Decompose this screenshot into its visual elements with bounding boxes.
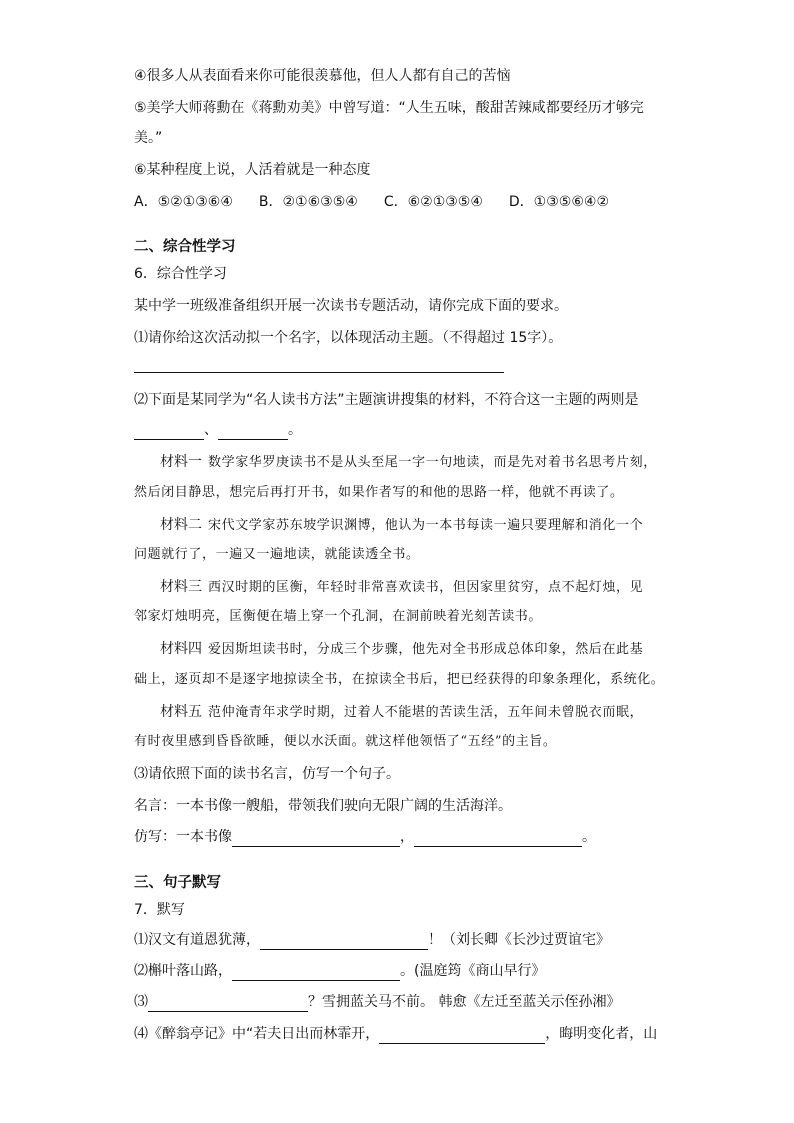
material-4-line1: 材料四 爱因斯坦读书时，分成三个步骤，他先对全书形成总体印象，然后在此基 [160, 641, 644, 657]
imitation-prefix: 仿写：一本书像 [134, 829, 232, 845]
material-1-tag: 材料一 [160, 454, 202, 470]
part-1-prompt: ⑴请你给这次活动拟一个名字，以体现活动主题。（不得超过 15字）。 [134, 330, 563, 346]
material-4-tag: 材料四 [160, 641, 202, 657]
recite-item-2-prefix: ⑵槲叶落山路， [134, 963, 232, 979]
recite-item-3-prefix: ⑶ [134, 994, 148, 1010]
recite-item-4 [134, 1024, 657, 1044]
imitation-end: 。 [582, 829, 596, 845]
recite-item-1-suffix: ！（刘长卿《长沙过贾谊宅》 [428, 932, 610, 948]
recite-item-1 [134, 930, 610, 950]
imitation-separator: ， [400, 829, 414, 845]
material-3-line1: 材料三 西汉时期的匡衡，年轻时非常喜欢读书，但因家里贫穷，点不起灯烛，见 [160, 579, 644, 595]
option-c[interactable]: C．⑥②①③⑤④ [383, 194, 483, 210]
imitation-line [134, 827, 596, 847]
material-3-line2: 邻家灯烛明亮，匡衡便在墙上穿一个孔洞，在洞前映着光刻苦读书。 [134, 609, 543, 624]
material-5-line2: 有时夜里感到昏昏欲睡，便以水沃面。就这样他领悟了“五经”的主旨。 [134, 734, 557, 749]
recite-item-2 [134, 961, 545, 981]
part-2-blank-2[interactable] [218, 423, 288, 440]
material-1-line1: 材料一 数学家华罗庚读书不是从头至尾一字一句地读，而是先对着书名思考片刻， [160, 454, 657, 470]
sentence-5-line2: 美。” [134, 130, 163, 146]
recite-item-1-prefix: ⑴汉文有道恩犹薄， [134, 932, 260, 948]
imitation-blank-2[interactable] [414, 830, 582, 847]
material-2-line2: 问题就行了，一遍又一遍地读，就能读透全书。 [134, 547, 420, 562]
material-5-tag: 材料五 [160, 704, 202, 720]
question-7-title: 7．默写 [134, 902, 185, 918]
recite-item-4-prefix: ⑷《醉翁亭记》中“若夫日出而林霏开， [134, 1026, 380, 1042]
part-2-blank-1[interactable] [134, 423, 204, 440]
material-4-line2: 础上，逐页却不是逐字地掠读全书，在掠读全书后，把已经获得的印象条理化，系统化。 [134, 672, 665, 687]
part-1-answer-line[interactable] [134, 372, 504, 373]
option-a[interactable]: A．⑤②①③⑥④ [134, 194, 233, 210]
recite-item-4-blank[interactable] [379, 1027, 545, 1044]
recite-item-3-suffix: ？雪拥蓝关马不前。 韩愈《左迁至蓝关示侄孙湘》 [308, 994, 621, 1010]
material-1-line2: 然后闭目静思，想完后再打开书，如果作者写的和他的思路一样，他就不再读了。 [134, 485, 624, 500]
imitation-blank-1[interactable] [232, 830, 400, 847]
sentence-5-line1: ⑤美学大师蒋勳在《蒋勳劝美》中曾写道：“人生五味，酸甜苦辣咸都要经历才够完 [134, 100, 644, 116]
recite-item-1-blank[interactable] [260, 933, 428, 950]
material-5-line1: 材料五 范仲淹青年求学时期，过着人不能堪的苦读生活，五年间未曾脱衣而眠， [160, 704, 644, 720]
recite-item-2-blank[interactable] [232, 964, 400, 981]
part-2-answer [134, 420, 302, 440]
recite-item-4-suffix: ，晦明变化者，山 [545, 1026, 658, 1042]
question-6-title: 6．综合性学习 [134, 266, 227, 282]
recite-item-3 [134, 992, 620, 1012]
sentence-6: ⑥某种程度上说，人活着就是一种态度 [134, 162, 371, 178]
question-6-intro: 某中学一班级准备组织开展一次读书专题活动，请你完成下面的要求。 [134, 298, 568, 314]
part-2-prompt: ⑵下面是某同学为“名人读书方法”主题演讲搜集的材料，不符合这一主题的两则是 [134, 392, 639, 408]
option-b[interactable]: B．②①⑥③⑤④ [258, 194, 358, 210]
sentence-4: ④很多人从表面看来你可能很羡慕他，但人人都有自己的苦恼 [134, 68, 511, 84]
material-2-tag: 材料二 [160, 517, 202, 533]
part-3-prompt: ⑶请依照下面的读书名言，仿写一个句子。 [134, 766, 400, 782]
recite-item-2-suffix: 。(温庭筠《商山早行》 [400, 963, 546, 979]
answer-options [134, 192, 635, 212]
option-d[interactable]: D．①③⑤⑥④② [508, 194, 609, 210]
material-2-line1: 材料二 宋代文学家苏东坡学识渊博，他认为一本书每读一遍只要理解和消化一个 [160, 517, 644, 533]
recite-item-3-blank[interactable] [148, 995, 308, 1012]
part-2-end: 。 [288, 422, 302, 438]
section-2-heading: 二、综合性学习 [134, 239, 236, 255]
section-3-heading: 三、句子默写 [134, 875, 221, 891]
part-2-separator: 、 [204, 422, 218, 438]
reading-quote: 名言：一本书像一艘船，带领我们驶向无限广阔的生活海洋。 [134, 798, 512, 814]
material-3-tag: 材料三 [160, 579, 202, 595]
